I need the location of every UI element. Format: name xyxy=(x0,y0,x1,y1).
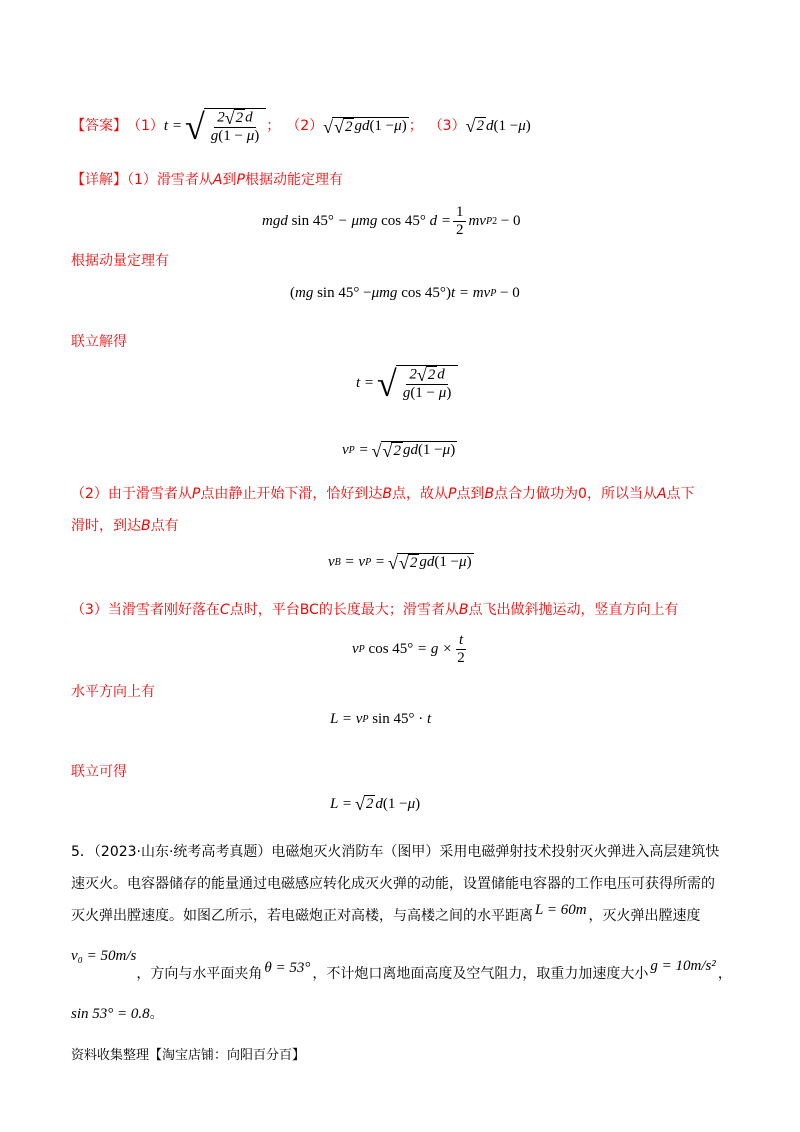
solve-text: 联立解得 xyxy=(71,334,127,350)
equation-l: L = √ 2 d (1 − μ ) xyxy=(330,794,421,814)
momentum-text: 根据动量定理有 xyxy=(71,253,169,269)
eq-angle: θ = 53° xyxy=(264,960,311,976)
detail-label: 【详解】 xyxy=(71,172,127,188)
answer-part1-label: （1） xyxy=(127,118,164,134)
combine-text: 联立可得 xyxy=(71,764,127,780)
answer-line xyxy=(71,98,531,154)
answer-part2-label: （2） xyxy=(286,118,324,134)
equation-energy: mgd sin 45° − μmg cos 45° d = $\frac{1}{2}$ mv P 2 − 0 xyxy=(262,203,521,238)
eq-sin: sin 53° = 0.8 xyxy=(71,1006,150,1022)
point-p: P xyxy=(236,172,245,188)
horizontal-text: 水平方向上有 xyxy=(71,684,155,700)
equation-vp: v P = √ √ 2 gd (1 − μ ) xyxy=(342,440,456,461)
answer-formula-3: √ 2 d (1 − μ ) xyxy=(465,116,531,136)
detail-intro: 【详解】（1）滑雪者从A到P根据动能定理有 xyxy=(71,172,343,188)
eq-distance: L = 60m xyxy=(535,902,587,918)
equation-vertical: v P cos 45° = g × $\frac{t}{2}$ xyxy=(352,631,465,666)
answer-part3-label: （3） xyxy=(428,118,466,134)
answer-label: 【答案】 xyxy=(71,118,127,134)
equation-momentum: ( mg sin 45° − μmg cos 45° ) t = mv P − 0 xyxy=(290,284,520,301)
point-a: A xyxy=(212,172,223,188)
problem5-line4: v₀ = 50m/s ，方向与水平面夹角 θ = 53° ，不计炮口离地面高度及空气阻力，取重力加速度大小 g = 10m/s² ， xyxy=(71,960,732,988)
problem5-line2: 速灭火。电容器储存的能量通过电磁感应转化成灭火弹的动能，设置储能电容器的工作电压可获得所需的 xyxy=(71,876,715,892)
answer-formula-1: t = √ 2 √ 2 d g(1 − μ) xyxy=(164,108,266,145)
footer-note: 资料收集整理【淘宝店铺：向阳百分百】 xyxy=(71,1048,306,1063)
problem5-line1: 5．（2023·山东·统考高考真题）电磁炮灭火消防车（图甲）采用电磁弹射技术投射灭火弹进入高层建筑快 xyxy=(71,844,720,860)
equation-t: t = √ 2 √ 2 d g(1 − μ) xyxy=(356,358,458,408)
answer-formula-2: √ √ 2 gd (1 − μ ) xyxy=(323,116,407,137)
part2-line1: （2）由于滑雪者从P点由静止开始下滑，恰好到达B点，故从P点到B点合力做功为0，所以当从A点下 xyxy=(71,486,695,502)
part3-line: （3）当滑雪者刚好落在C点时，平台BC的长度最大；滑雪者从B点飞出做斜抛运动，竖直方向上有 xyxy=(71,602,679,618)
problem5-line5: sin 53° = 0.8 。 xyxy=(71,1000,164,1028)
eq-velocity: v₀ = 50m/s xyxy=(71,948,137,964)
eq-gravity: g = 10m/s² xyxy=(650,958,716,974)
answer-sep-1: ； xyxy=(266,118,281,134)
equation-horizontal: L = v P sin 45° · t xyxy=(330,710,432,727)
answer-sep-2: ； xyxy=(408,118,423,134)
problem5-line3: 灭火弹出膛速度。如图乙所示，若电磁炮正对高楼，与高楼之间的水平距离 L = 60m ，灭火弹出膛速度 xyxy=(71,902,701,930)
equation-vb: v B = v P = √ √ 2 gd (1 − μ ) xyxy=(328,552,472,573)
part2-line2: 滑时，到达B点有 xyxy=(71,518,179,534)
